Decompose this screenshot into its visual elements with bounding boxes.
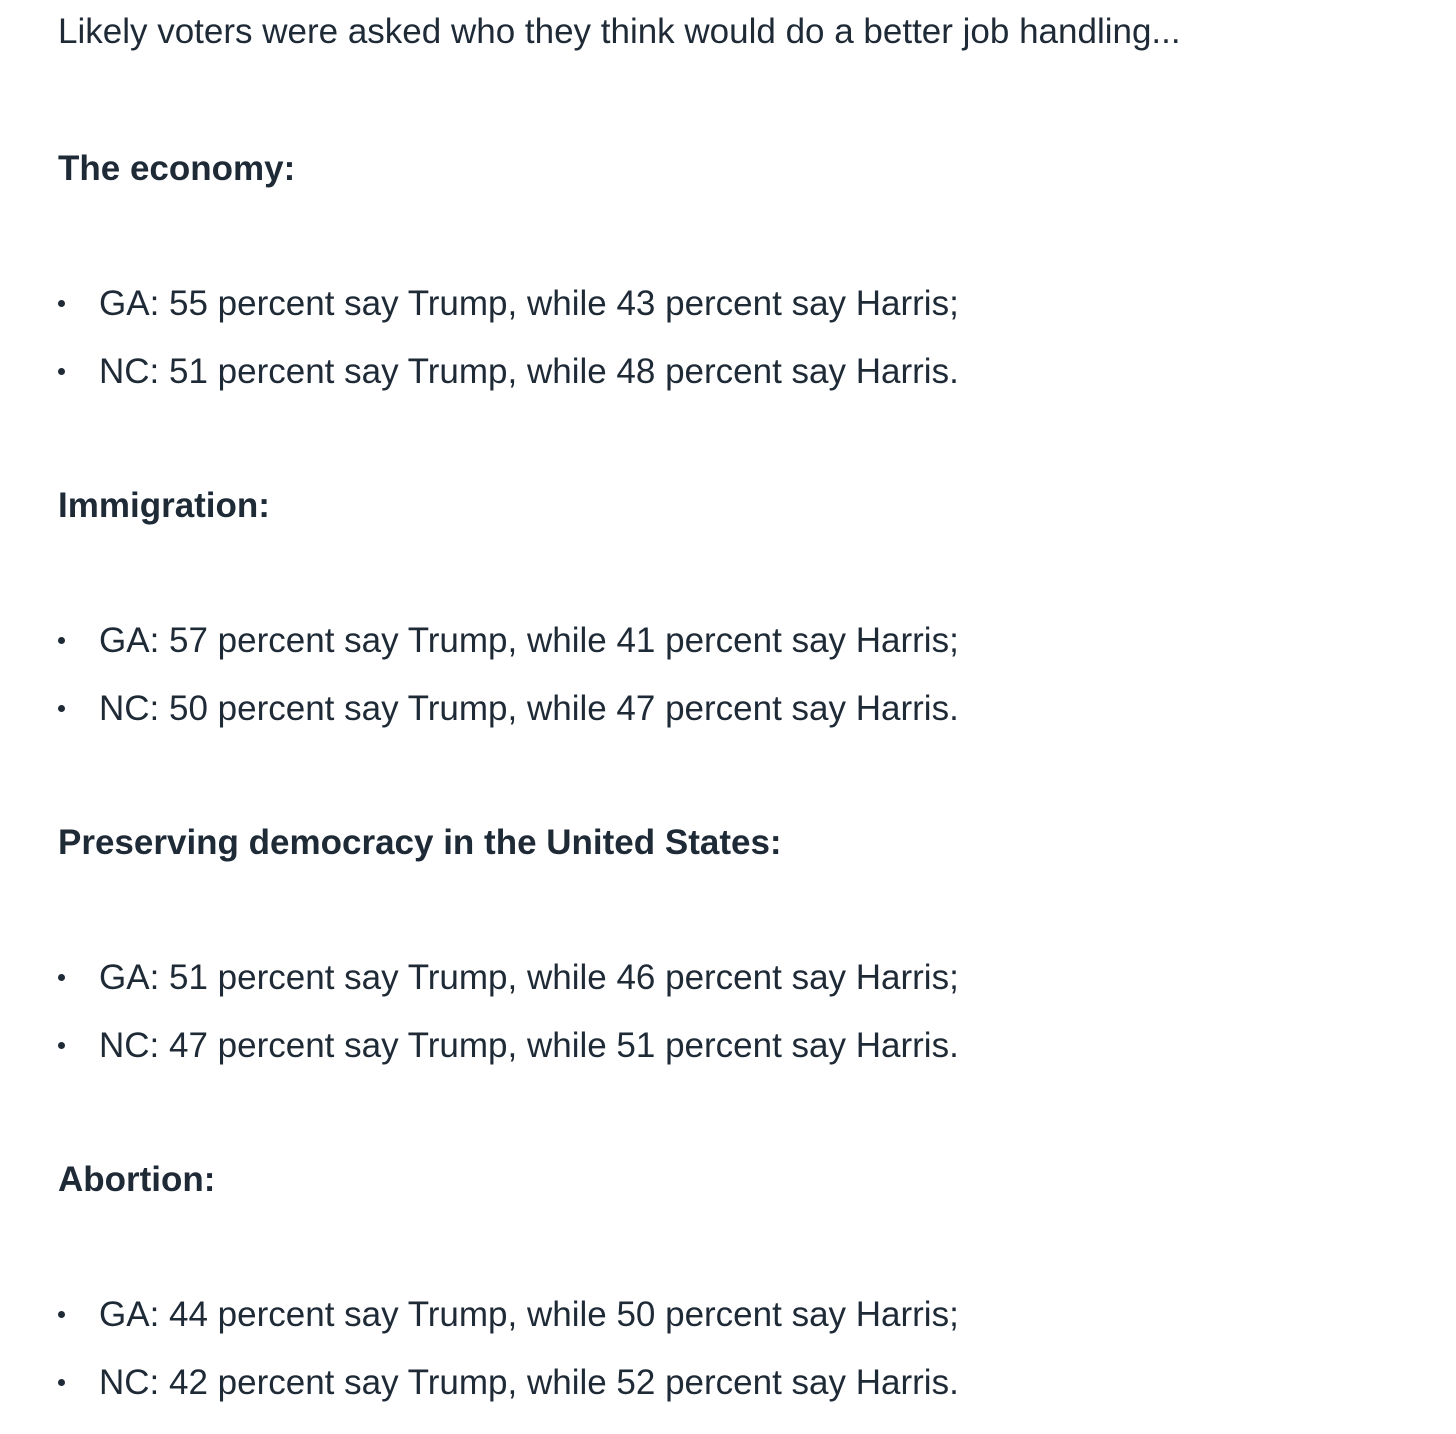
list-item-text: NC: 50 percent say Trump, while 47 percent say Harris. — [99, 689, 959, 728]
list-item-text: NC: 47 percent say Trump, while 51 percent say Harris. — [99, 1026, 959, 1065]
bullet-icon — [58, 300, 65, 307]
list-item-text: GA: 55 percent say Trump, while 43 percent say Harris; — [99, 284, 959, 323]
bullet-list-democracy — [58, 956, 1358, 1092]
list-item-text: NC: 42 percent say Trump, while 52 percent say Harris. — [99, 1363, 959, 1402]
list-item-text: NC: 51 percent say Trump, while 48 percent say Harris. — [99, 352, 959, 391]
list-item — [58, 1361, 1358, 1429]
bullet-icon — [58, 974, 65, 981]
list-item-text: GA: 57 percent say Trump, while 41 percent say Harris; — [99, 621, 959, 660]
section-heading-democracy: Preserving democracy in the United States: — [58, 823, 782, 862]
section-heading-economy: The economy: — [58, 149, 296, 188]
bullet-list-abortion — [58, 1293, 1358, 1429]
list-item — [58, 1024, 1358, 1092]
list-item — [58, 1293, 1358, 1361]
bullet-icon — [58, 1042, 65, 1049]
list-item — [58, 350, 1358, 418]
list-item-text: GA: 44 percent say Trump, while 50 percent say Harris; — [99, 1295, 959, 1334]
intro-paragraph: Likely voters were asked who they think would do a better job handling... — [58, 12, 1181, 51]
list-item — [58, 619, 1358, 687]
bullet-icon — [58, 705, 65, 712]
bullet-icon — [58, 1379, 65, 1386]
bullet-list-economy — [58, 282, 1358, 418]
list-item — [58, 282, 1358, 350]
article-body — [58, 0, 1418, 1434]
section-heading-immigration: Immigration: — [58, 486, 270, 525]
list-item — [58, 956, 1358, 1024]
bullet-icon — [58, 637, 65, 644]
list-item — [58, 687, 1358, 755]
bullet-icon — [58, 1311, 65, 1318]
section-heading-abortion: Abortion: — [58, 1160, 216, 1199]
bullet-icon — [58, 368, 65, 375]
list-item-text: GA: 51 percent say Trump, while 46 percent say Harris; — [99, 958, 959, 997]
bullet-list-immigration — [58, 619, 1358, 755]
